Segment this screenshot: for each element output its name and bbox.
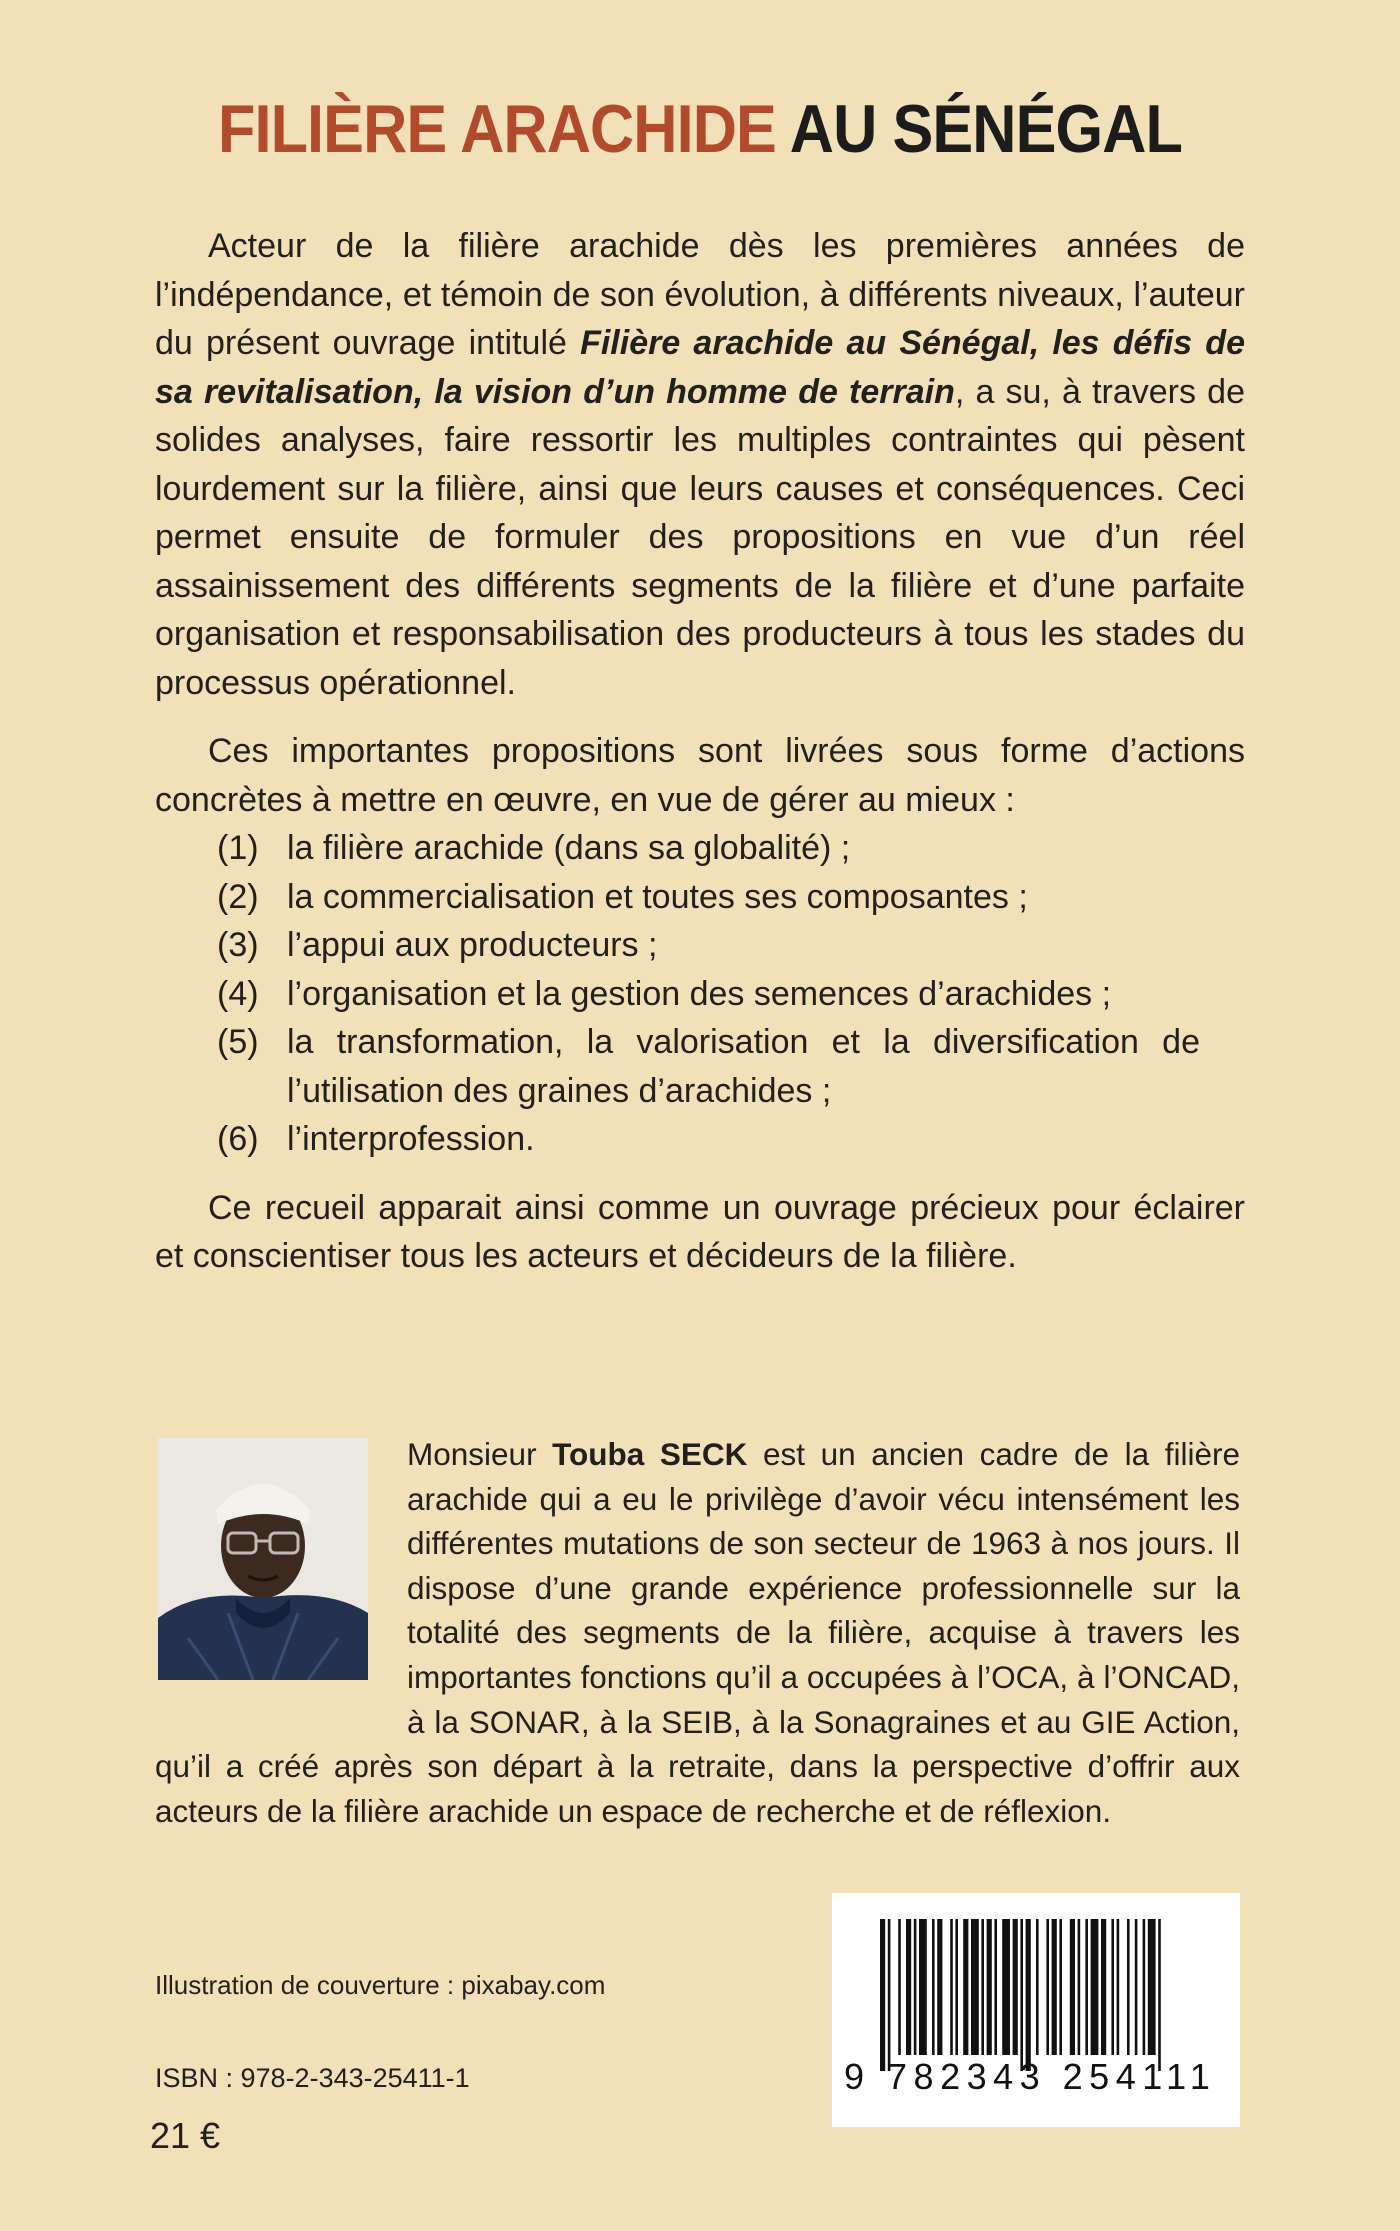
barcode-bar xyxy=(880,1919,885,2071)
price: 21 € xyxy=(150,2115,221,2156)
barcode-bar xyxy=(950,1919,953,2055)
book-title xyxy=(70,84,1330,174)
barcode-bar xyxy=(987,1919,992,2055)
barcode-bar xyxy=(906,1919,911,2055)
barcode-bar xyxy=(898,1919,901,2055)
barcode-bar xyxy=(1013,1919,1018,2055)
barcode-bar xyxy=(888,1919,891,2071)
author-bio: Monsieur Touba SECK est un ancien cadre de la filière arachide qui a eu le privilège d’avoir vécu intensément les différentes mutations de son secteur de 1963 à nos jours. Il dispose d’une grande expérience professionnelle sur la totalité des segments de la filière, acquise à travers les importantes fonctions qu’il a occupées à l’OCA, à l’ONCAD, à la SONAR, à la SEIB, à la Sonagraines et au GIE Action, qu’il a créé après son départ à la retraite, dans la perspective d’offrir aux acteurs de la filière arachide un espace de recherche et de réflexion. xyxy=(155,1436,1240,1829)
barcode-bar xyxy=(1158,1919,1161,2071)
list-item: (4) l’organisation et la gestion des semences d’arachides ; xyxy=(217,974,1112,1013)
barcode-bar xyxy=(981,1919,984,2055)
summary-paragraph-1: Acteur de la filière arachide dès les premières années de l’indépendance, et témoin de son évolution, à différents niveaux, l’auteur du présent ouvrage intitulé Filière arachide au Sénégal, les défis de sa revitalisation, la vision d’un homme de terrain, a su, à travers de solides analyses, faire ressortir les multiples contraintes qui pèsent lourdement sur la filière, ainsi que leurs causes et conséquences. Ceci permet ensuite de formuler des propositions en vue d’un réel assainissement des différents segments de la filière et d’une parfaite organisation et responsabilisation des producteurs à tous les stades du processus opérationnel. xyxy=(155,227,1245,702)
summary-paragraph-3: Ce recueil apparait ainsi comme un ouvrage précieux pour éclairer et conscientiser tous les acteurs et décideurs de la filière. xyxy=(155,1188,1245,1275)
barcode-bar xyxy=(937,1919,942,2055)
list-item: (6) l’interprofession. xyxy=(217,1120,535,1158)
barcode-digits: 9 782343 254111 xyxy=(844,2056,1217,2097)
barcode-bar xyxy=(1002,1919,1010,2055)
list-item: (2) la commercialisation et toutes ses composantes ; xyxy=(217,877,1028,916)
barcode-bar xyxy=(1020,1919,1023,2071)
barcode-bar xyxy=(1111,1919,1114,2055)
barcode-bar xyxy=(1143,1919,1146,2055)
barcode-bar xyxy=(1059,1919,1062,2055)
barcode-bar xyxy=(1091,1919,1099,2055)
barcode-bar xyxy=(955,1919,958,2055)
barcode-bar xyxy=(963,1919,968,2055)
author-name: Touba SECK xyxy=(552,1436,748,1472)
barcode-bar xyxy=(1046,1919,1049,2055)
barcode-bar xyxy=(1127,1919,1130,2055)
barcode-bar xyxy=(914,1919,917,2055)
barcode-bar xyxy=(1101,1919,1106,2055)
list-item: (3) l’appui aux producteurs ; xyxy=(217,926,658,964)
barcode-bar xyxy=(994,1919,997,2055)
barcode-bar xyxy=(1078,1919,1081,2055)
book-full-title: Filière arachide au Sénégal, les défis de sa revitalisation, la vision d’un homme de terrain xyxy=(155,324,1245,411)
title-accent: FILIÈRE ARACHIDE xyxy=(217,91,776,167)
title-rest: AU SÉNÉGAL xyxy=(789,91,1183,167)
barcode-bar xyxy=(919,1919,927,2055)
proposals-list xyxy=(155,824,1245,1164)
isbn: ISBN : 978-2-343-25411-1 xyxy=(155,2063,470,2093)
list-item: (5) la transformation, la valorisation et la diversification de l’utilisation des graines d’arachides ; xyxy=(217,1023,1200,1110)
barcode-bar xyxy=(932,1919,935,2055)
barcode xyxy=(832,1893,1240,2127)
barcode-bar xyxy=(1036,1919,1039,2055)
summary-paragraph-2: Ces importantes propositions sont livrées sous forme d’actions concrètes à mettre en œuvre, en vue de gérer au mieux : xyxy=(155,732,1245,819)
barcode-bar xyxy=(1085,1919,1088,2055)
barcode-bar xyxy=(1070,1919,1075,2055)
barcode-bar xyxy=(1026,1919,1031,2071)
barcode-bar xyxy=(971,1919,979,2055)
summary-text xyxy=(155,222,1245,1281)
barcode-bar xyxy=(1117,1919,1120,2055)
cover-credit: Illustration de couverture : pixabay.com xyxy=(155,1970,606,2000)
barcode-bar xyxy=(1135,1919,1138,2055)
barcode-bar xyxy=(1052,1919,1057,2055)
barcode-bar xyxy=(1148,1919,1156,2055)
list-item: (1) la filière arachide (dans sa globalité) ; xyxy=(217,829,851,867)
